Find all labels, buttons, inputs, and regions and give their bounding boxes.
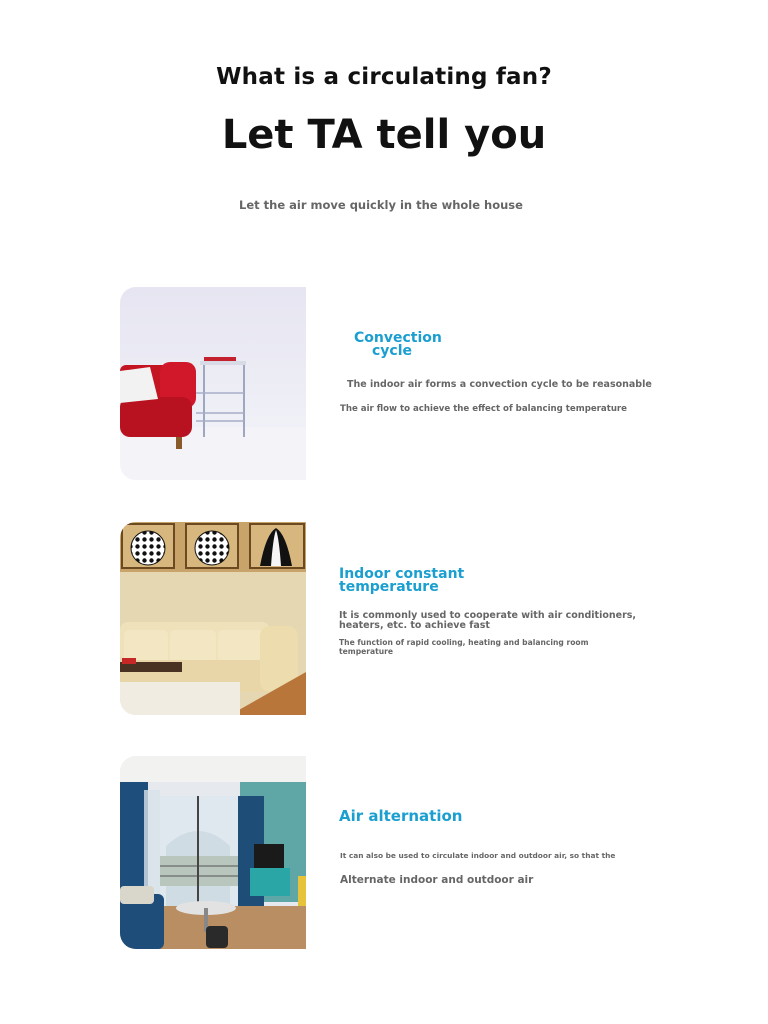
feature-text: The indoor air forms a convection cycle to be reasonable <box>347 379 652 390</box>
feature-text: Alternate indoor and outdoor air <box>340 874 534 886</box>
feature-text: It can also be used to circulate indoor and outdoor air, so that the <box>340 851 616 860</box>
feature-text: The function of rapid cooling, heating and balancing room temperature <box>339 638 589 656</box>
feature-text: The air flow to achieve the effect of balancing temperature <box>340 404 628 414</box>
page-subtitle: Let the air move quickly in the whole house <box>239 198 523 212</box>
feature-title-air-alternation: Air alternation <box>339 807 463 825</box>
red-sofa-white-room-photo <box>120 287 306 480</box>
feature-text: It is commonly used to cooperate with air conditioners, heaters, etc. to achieve fast <box>339 610 637 631</box>
cream-sofa-living-room-photo <box>120 522 306 715</box>
page-headline: Let TA tell you <box>221 112 547 158</box>
page-question-heading: What is a circulating fan? <box>216 64 552 90</box>
feature-title-indoor-constant-temperature: Indoor constant temperature <box>339 566 465 595</box>
apartment-balcony-room-photo <box>120 756 306 949</box>
feature-title-convection-cycle: Convection cycle <box>354 330 442 359</box>
